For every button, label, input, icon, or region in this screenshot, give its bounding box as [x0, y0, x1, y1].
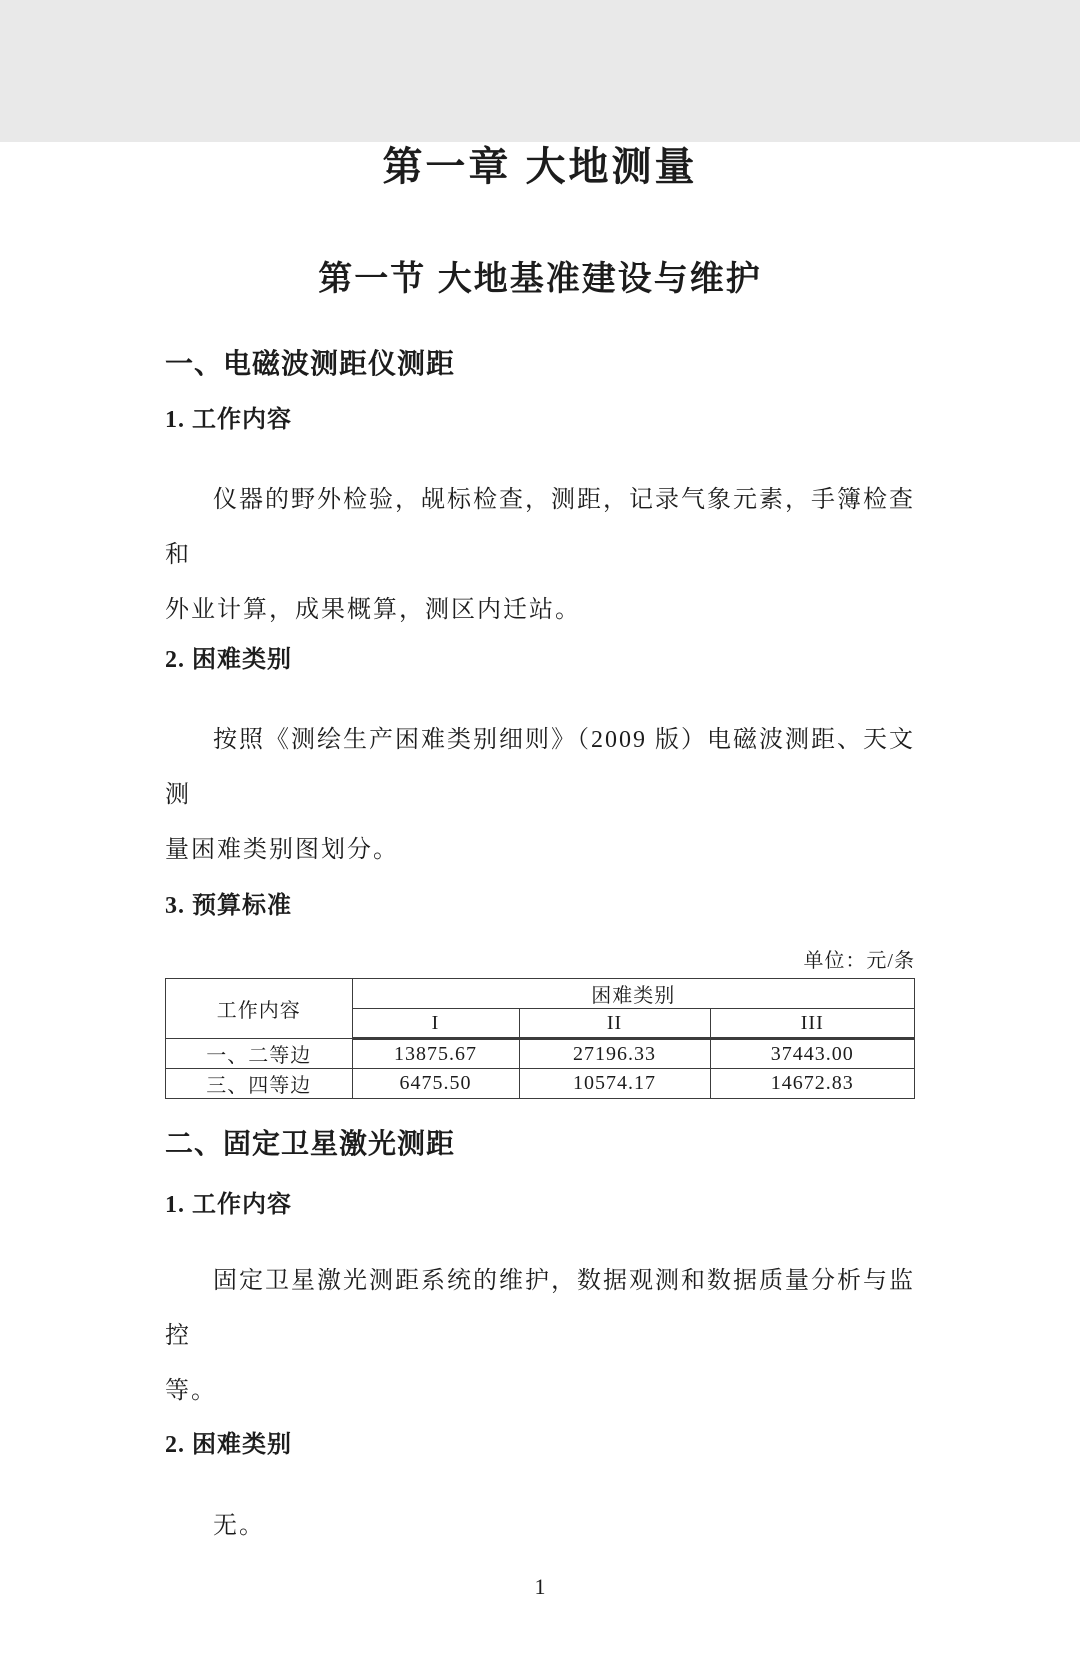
table-unit-note: 单位：元/条 [803, 950, 915, 972]
s1-difficulty-paragraph [165, 713, 915, 878]
cell-value: 14672.83 [710, 1069, 915, 1099]
table-header-row [166, 979, 915, 1009]
table-row [166, 1039, 915, 1069]
cell-value: 6475.50 [352, 1069, 519, 1099]
cell-value: 37443.00 [710, 1039, 915, 1069]
paragraph-line: 无。 [213, 1513, 265, 1539]
paragraph-line: 按照《测绘生产困难类别细则》（2009 版）电磁波测距、天文测 [165, 727, 915, 808]
paragraph-line: 量困难类别图划分。 [165, 837, 399, 863]
s2-work-content-paragraph [165, 1254, 915, 1419]
row-label: 三、四等边 [166, 1069, 353, 1099]
s1-work-content-paragraph [165, 473, 915, 638]
s1-work-content-heading: 1. 工作内容 [165, 407, 292, 433]
paragraph-line: 固定卫星激光测距系统的维护，数据观测和数据质量分析与监控 [165, 1268, 915, 1349]
table-header-class-2: II [519, 1009, 710, 1039]
s2-difficulty-heading: 2. 困难类别 [165, 1432, 292, 1458]
page-number: 1 [534, 1574, 546, 1599]
s2-work-content-heading: 1. 工作内容 [165, 1192, 292, 1218]
subsection-2-heading: 二、固定卫星激光测距 [165, 1128, 456, 1159]
paragraph-line: 仪器的野外检验，觇标检查，测距，记录气象元素，手簿检查和 [165, 487, 915, 568]
budget-table [165, 978, 915, 1099]
cell-value: 10574.17 [519, 1069, 710, 1099]
table-header-difficulty-group: 困难类别 [352, 979, 915, 1009]
cell-value: 27196.33 [519, 1039, 710, 1069]
s1-budget-heading: 3. 预算标准 [165, 893, 292, 919]
subsection-1-heading: 一、电磁波测距仪测距 [165, 348, 456, 379]
table-header-work-content: 工作内容 [166, 979, 353, 1039]
paragraph-line: 外业计算，成果概算，测区内迁站。 [165, 597, 581, 623]
s2-difficulty-paragraph [165, 1499, 915, 1554]
row-label: 一、二等边 [166, 1039, 353, 1069]
paragraph-line: 等。 [165, 1378, 217, 1404]
table-header-class-1: I [352, 1009, 519, 1039]
table-row [166, 1069, 915, 1099]
table-header-class-3: III [710, 1009, 915, 1039]
s1-difficulty-heading: 2. 困难类别 [165, 647, 292, 673]
document-page [0, 142, 1080, 1669]
section-title: 第一节 大地基准建设与维护 [318, 260, 762, 298]
cell-value: 13875.67 [352, 1039, 519, 1069]
chapter-title: 第一章 大地测量 [382, 145, 698, 189]
